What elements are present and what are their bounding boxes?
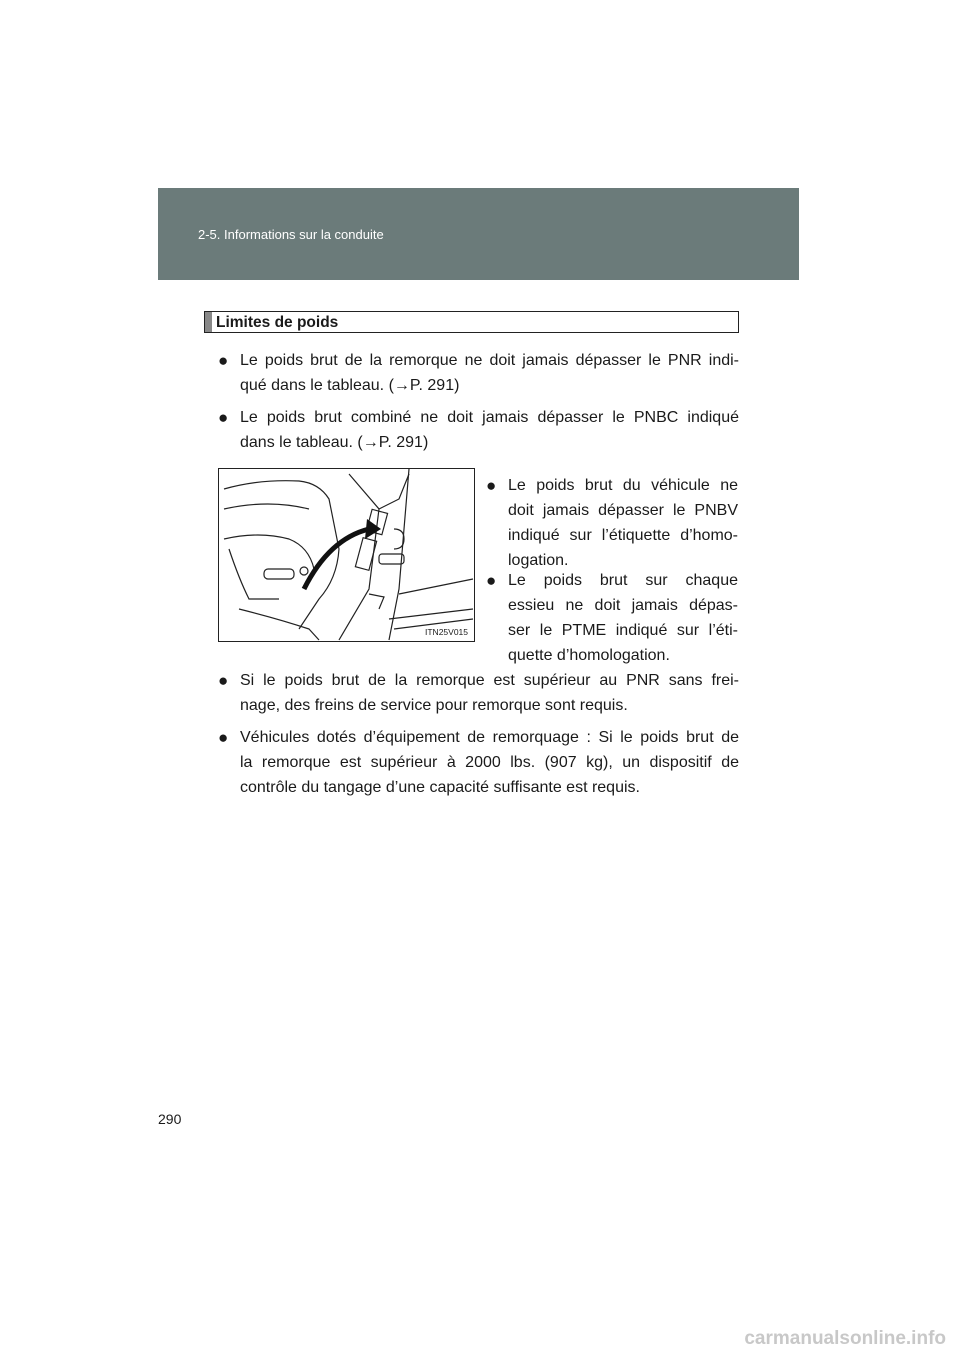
page-number: 290 (158, 1111, 182, 1127)
bullet-icon: ● (218, 728, 229, 747)
bullet-icon: ● (486, 476, 497, 495)
watermark[interactable]: carmanualsonline.info (744, 1328, 946, 1349)
chapter-header-bar (158, 188, 799, 280)
list-item: ● Le poids brut sur chaque essieu ne doit jamais dépas- ser le PTME indiqué sur l’éti- quette d’homologation. (508, 568, 738, 668)
figure-code: ITN25V015 (425, 627, 468, 637)
bullet-icon: ● (486, 571, 497, 590)
list-item: ● Le poids brut du véhicule ne doit jamais dépasser le PNBV indiqué sur l’étiquette d’homo- logation. (508, 473, 738, 573)
bullet-icon: ● (218, 671, 229, 690)
section-title: Limites de poids (216, 314, 339, 331)
list-item: ● Véhicules dotés d’équipement de remorquage : Si le poids brut de la remorque est supérieur à 2000 lbs. (907 kg), un dispositif de contrôle du tangage d’une capacité suffisante est requis. (240, 725, 739, 800)
list-item: ● Si le poids brut de la remorque est supérieur au PNR sans frei- nage, des freins de service pour remorque sont requis. (240, 668, 739, 718)
section-heading-marker (205, 312, 212, 332)
chapter-section-title: 2-5. Informations sur la conduite (198, 227, 384, 242)
list-item: ● Le poids brut combiné ne doit jamais dépasser le PNBC indiqué dans le tableau. (→P. 291) (240, 405, 739, 455)
illustration-drawing (219, 469, 474, 641)
section-heading-box (204, 311, 739, 333)
list-item: ● Le poids brut de la remorque ne doit jamais dépasser le PNR indi- qué dans le tableau. (→P. 291) (240, 348, 739, 398)
bullet-icon: ● (218, 408, 229, 427)
bullet-icon: ● (218, 351, 229, 370)
door-sill-illustration (218, 468, 475, 642)
